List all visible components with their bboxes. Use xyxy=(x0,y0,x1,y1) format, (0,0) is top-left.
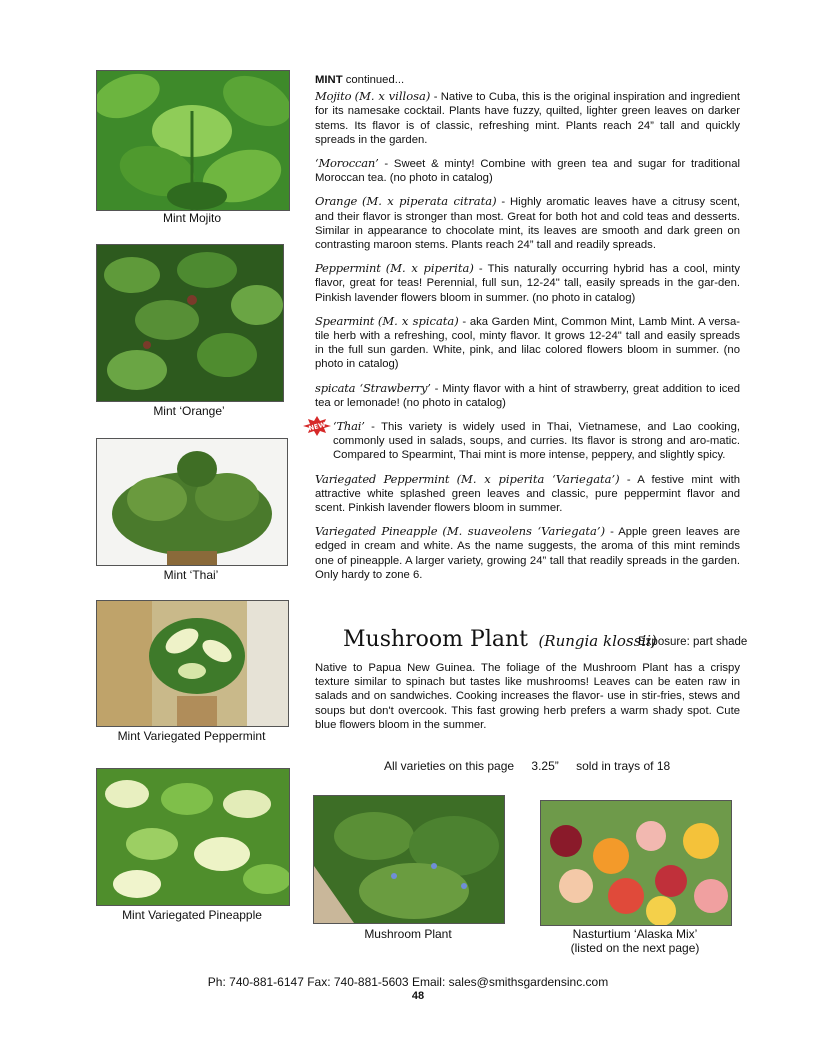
entry-sci: (M. x spicata) xyxy=(377,313,459,328)
mint-variegated-pineapple-image xyxy=(97,769,289,905)
entry-name: Variegated Peppermint xyxy=(315,471,450,486)
entry-name: ‘Moroccan’ xyxy=(315,156,379,171)
entry-name: Mojito xyxy=(315,89,352,104)
varieties-note xyxy=(384,759,684,773)
mint-heading-bold: MINT xyxy=(315,74,343,86)
caption-mint-thai: Mint ‘Thai’ xyxy=(163,568,219,582)
new-badge-text: NEW xyxy=(307,420,327,433)
entry-text: - This naturally occurring hybrid has a cool, minty flavor, great for teas! Perennial, full sun, 12-24" tall, easily spreads in the gar-den. Pinkish lavender flowers bloom in summer. (no photo in catalog) xyxy=(315,263,741,304)
caption-nasturtium-line1: Nasturtium ‘Alaska Mix’ xyxy=(572,927,698,941)
mint-continued-heading xyxy=(315,73,740,87)
mushroom-plant-image xyxy=(314,796,504,923)
mint-entry-moroccan xyxy=(315,156,740,185)
mint-orange-image xyxy=(97,245,283,401)
photo-mint-thai xyxy=(96,438,288,566)
entry-sci: (M. x piperita ‘Variegata’) xyxy=(456,471,620,486)
photo-mushroom-plant xyxy=(313,795,505,924)
entry-sci: (M. x villosa) xyxy=(354,89,431,104)
mint-entry-variegated-pineapple xyxy=(315,524,740,582)
caption-nasturtium xyxy=(530,927,740,955)
caption-mint-orange: Mint ‘Orange’ xyxy=(153,404,225,418)
mint-entry-mojito xyxy=(315,89,740,147)
mushroom-exposure: Exposure: part shade xyxy=(638,636,748,648)
photo-mint-variegated-pineapple xyxy=(96,768,290,906)
mint-mojito-image xyxy=(97,71,289,210)
entry-text: - aka Garden Mint, Common Mint, Lamb Mint. A versa-tile herb with a refreshing, cool, minty flavor. It grows 12-24" tall and easily spreads in the full sun garden. White, pink, and lilac colored flowers bloom in summer. (no photo in catalog) xyxy=(315,315,741,371)
mint-entry-orange xyxy=(315,194,740,252)
mushroom-heading xyxy=(343,627,748,655)
entry-text: - Highly aromatic leaves have a citrusy scent, and their flavor is stronger than most. Great for both hot and cold teas and desserts. Similar in appearance to chocolate mint, its leaves are smooth and dark green on contrasting maroon stems. Plants reach 24” tall and readily spreads. xyxy=(315,196,740,252)
caption-mushroom-plant: Mushroom Plant xyxy=(364,927,452,941)
photo-mint-mojito xyxy=(96,70,290,211)
photo-mint-orange xyxy=(96,244,284,402)
entry-text: - Native to Cuba, this is the original inspiration and ingredient for its namesake cocktail. Plants have fuzzy, quilted, lighter green leaves on darker stems. Its flavor is of classic, refreshing mint. Plants reach 24” tall and quickly spreads in the garden. xyxy=(315,91,741,146)
entry-name: Orange xyxy=(315,194,358,209)
caption-mint-mojito: Mint Mojito xyxy=(162,211,221,225)
entry-name: Spearmint xyxy=(315,313,375,328)
caption-mint-variegated-peppermint: Mint Variegated Peppermint xyxy=(117,729,266,743)
nasturtium-image xyxy=(541,801,731,925)
entry-text: - Apple green leaves are edged in cream and white. As the name suggests, the aroma of this mint reminds one of pineapple. A larger variety, growing 24” tall that readily spreads in the garden. Only hardy to zone 6. xyxy=(315,526,740,581)
photo-mint-variegated-peppermint xyxy=(96,600,289,727)
mint-entry-thai xyxy=(307,419,740,463)
mint-text-column xyxy=(307,73,741,591)
entry-text: - Sweet & minty! Combine with green tea and sugar for traditional Moroccan tea. (no photo in catalog) xyxy=(315,158,740,185)
varieties-trays: sold in trays of 18 xyxy=(576,759,671,773)
caption-mint-variegated-pineapple: Mint Variegated Pineapple xyxy=(122,908,262,922)
varieties-size: 3.25” xyxy=(531,759,559,773)
entry-text: - A festive mint with attractive white splashed green leaves and classic, pure peppermint flavor and scent. Pinkish lavender flowers bloom in summer. xyxy=(315,473,740,515)
caption-nasturtium-line2: (listed on the next page) xyxy=(570,941,700,955)
mint-entry-spearmint xyxy=(315,314,740,372)
mint-heading-rest: continued... xyxy=(342,74,405,86)
mushroom-description: Native to Papua New Guinea. The foliage of the Mushroom Plant has a crispy texture similar to spinach but tastes like mushrooms! Leaves can be eaten raw in salads and on sandwiches. Cooking increases the flavor- use in stir-fries, stews and soups but don't overcook. This fast growing herb prefers a warm shady spot. Cute blue flowers bloom in the summer. xyxy=(315,662,740,731)
mushroom-sci-name: (Rungia klossii) xyxy=(538,632,657,650)
entry-name: Variegated Pineapple xyxy=(315,524,438,539)
entry-text: - This variety is widely used in Thai, Vietnamese, and Lao cooking, commonly used in salads, soups, and curries. Its flavor is strong and aro-matic. Compared to Spearmint, Thai mint is more intense, peppery, and slightly spicy. xyxy=(333,421,740,462)
mint-variegated-peppermint-image xyxy=(97,601,288,726)
mint-thai-image xyxy=(97,439,287,565)
photo-nasturtium-alaska-mix xyxy=(540,800,732,926)
entry-text: - Minty flavor with a hint of strawberry, great addition to iced tea or lemonade! (no photo in catalog) xyxy=(315,382,740,409)
mint-entry-peppermint xyxy=(315,261,740,305)
entry-name: Peppermint xyxy=(315,261,381,276)
new-badge-icon xyxy=(303,416,331,436)
mint-entry-variegated-peppermint xyxy=(315,472,740,516)
mushroom-title: Mushroom Plant xyxy=(343,627,528,652)
entry-sci: (M. x piperita) xyxy=(385,261,474,276)
entry-name: spicata ‘Strawberry’ xyxy=(315,380,431,395)
mint-entry-strawberry xyxy=(315,381,740,410)
page-number: 48 xyxy=(411,990,425,1002)
entry-sci: (M. x piperata citrata) xyxy=(362,194,497,209)
entry-name: ‘Thai’ xyxy=(333,419,365,434)
varieties-label: All varieties on this page xyxy=(384,759,515,773)
footer-contact: Ph: 740-881-6147 Fax: 740-881-5603 Email: sales@smithsgardensinc.com xyxy=(207,975,609,989)
entry-sci: (M. suaveolens ‘Variegata’) xyxy=(442,524,606,539)
